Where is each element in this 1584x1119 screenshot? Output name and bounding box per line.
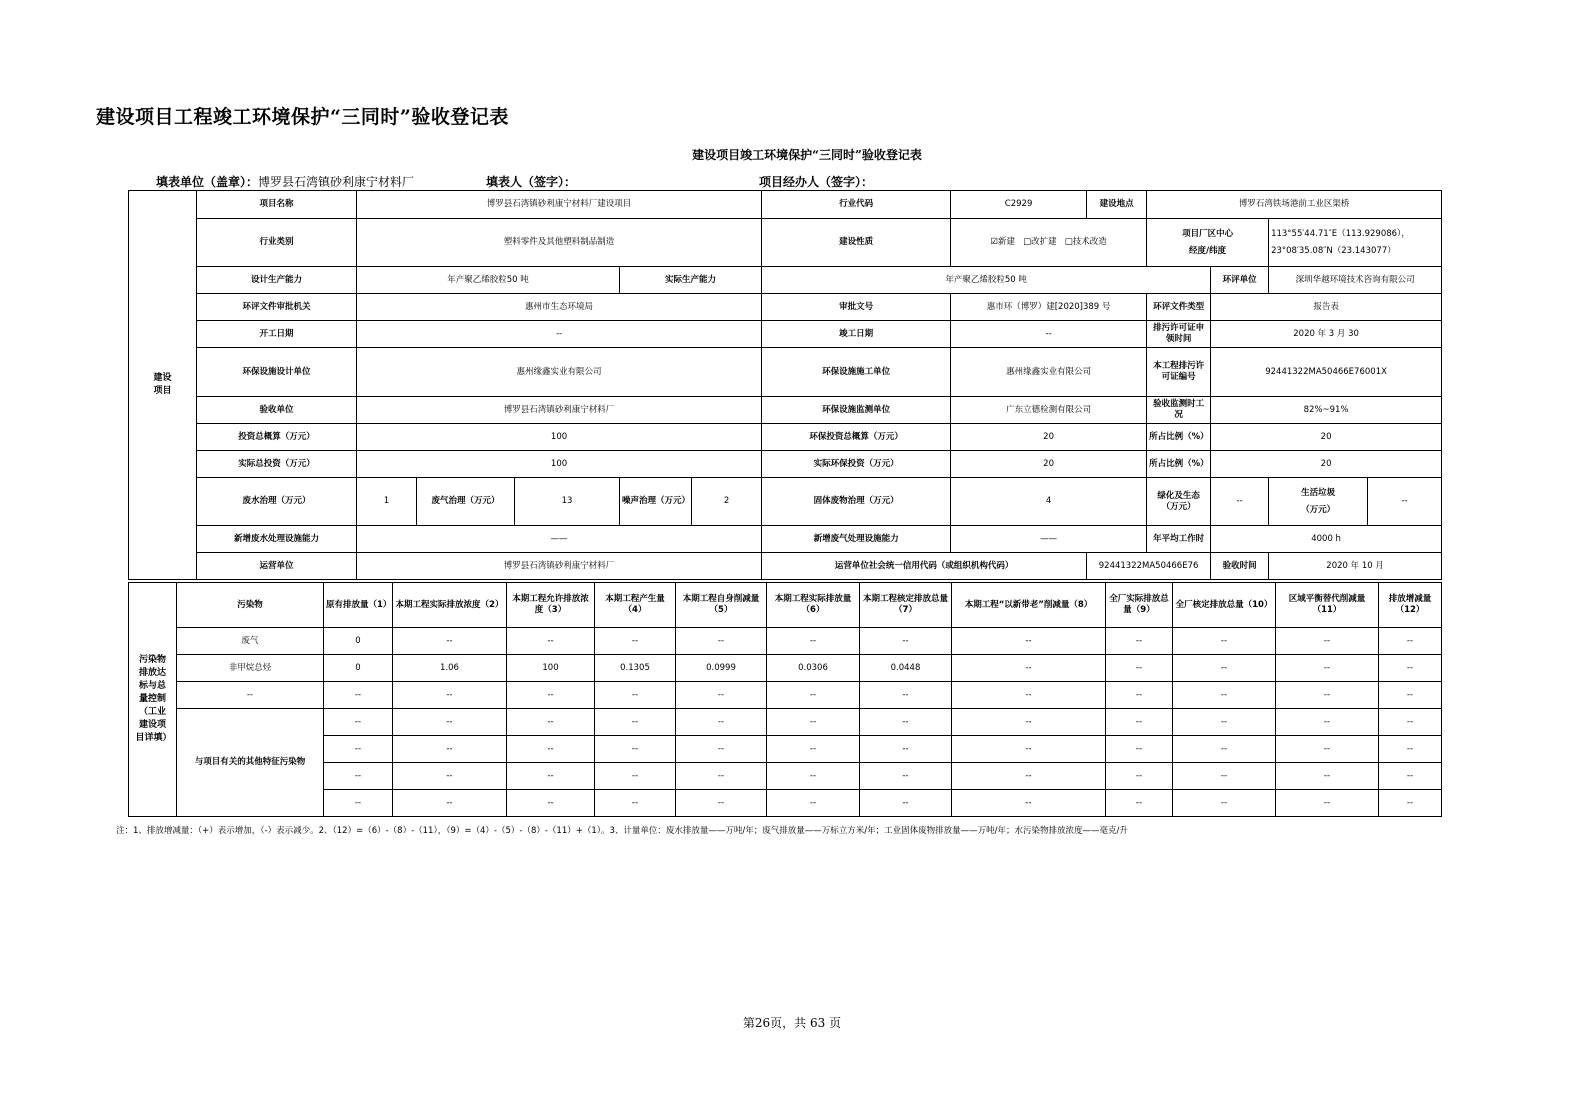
monitor-unit-label: 环保设施监测单位	[762, 397, 951, 424]
permit-date-label: 排污许可证申领时间	[1147, 321, 1211, 348]
work-time-value: 4000 h	[1211, 526, 1442, 553]
table-row	[129, 763, 1442, 790]
start-date-value: --	[357, 321, 762, 348]
credit-code-value: 92441322MA50466E76	[1087, 553, 1211, 580]
cell: --	[393, 736, 507, 763]
cell: --	[1173, 628, 1276, 655]
other-pollutants-label: 与项目有关的其他特征污染物	[177, 709, 324, 817]
cell: --	[952, 736, 1106, 763]
cell: --	[507, 682, 595, 709]
gas-value: 13	[515, 478, 620, 526]
cell: --	[393, 682, 507, 709]
cell: --	[177, 682, 324, 709]
col-header: 本期工程“以新带老”削减量（8）	[952, 583, 1106, 628]
cell: --	[676, 682, 767, 709]
cell: --	[393, 763, 507, 790]
env-design-value: 惠州缘鑫实业有限公司	[357, 348, 762, 397]
accept-time-label: 验收时间	[1211, 553, 1269, 580]
finish-date-value: --	[951, 321, 1147, 348]
permit-no-label: 本工程排污许可证编号	[1147, 348, 1211, 397]
industry-type-label: 行业类别	[197, 219, 357, 267]
section-pollutant-label: 污染物排放达标与总量控制（工业建设项目详填）	[135, 654, 172, 744]
cell: --	[1379, 790, 1442, 817]
cell: --	[1106, 709, 1173, 736]
cell: 0	[324, 655, 393, 682]
cell: --	[1379, 682, 1442, 709]
cell: --	[1276, 709, 1379, 736]
cell: --	[1276, 790, 1379, 817]
cell: --	[1173, 763, 1276, 790]
cell: --	[507, 628, 595, 655]
col-header: 本期工程核定排放总量（7）	[860, 583, 952, 628]
cell: --	[595, 709, 676, 736]
section-project-cell	[129, 191, 197, 580]
cell: --	[324, 790, 393, 817]
pollutant-table	[128, 582, 1442, 817]
col-header: 原有排放量（1）	[324, 583, 393, 628]
cell: --	[676, 709, 767, 736]
cell: --	[1276, 763, 1379, 790]
credit-code-label: 运营单位社会统一信用代码（或组织机构代码）	[762, 553, 1087, 580]
cell: --	[767, 763, 860, 790]
cell: --	[952, 682, 1106, 709]
cell: --	[595, 790, 676, 817]
industry-type-value: 塑料零件及其他塑料制品制造	[357, 219, 762, 267]
ratio-plan-label: 所占比例（%）	[1147, 424, 1211, 451]
green-value: --	[1211, 478, 1269, 526]
green-label: 绿化及生态（万元）	[1147, 478, 1211, 526]
actual-capacity-value: 年产聚乙烯胶粒50 吨	[762, 267, 1211, 294]
table-row	[129, 682, 1442, 709]
table-row	[129, 655, 1442, 682]
invest-plan-value: 100	[357, 424, 762, 451]
operator-value: 博罗县石湾镇砂利康宁材料厂	[357, 553, 762, 580]
noise-label: 噪声治理（万元）	[620, 478, 692, 526]
cell: 0.0306	[767, 655, 860, 682]
cell: --	[393, 790, 507, 817]
center-lat: 23°08′35.08″N（23.143077）	[1271, 245, 1396, 256]
center-coords	[1269, 219, 1442, 267]
water-value: 1	[357, 478, 417, 526]
ratio-actual-value: 20	[1211, 451, 1442, 478]
cell: --	[1173, 682, 1276, 709]
operator-label: 运营单位	[197, 553, 357, 580]
env-invest-plan-value: 20	[951, 424, 1147, 451]
cell: --	[676, 736, 767, 763]
form-title: 建设项目竣工环境保护“三同时”验收登记表	[692, 148, 922, 162]
permit-no-value: 92441322MA50466E76001X	[1211, 348, 1442, 397]
cell: --	[952, 655, 1106, 682]
col-header: 排放增减量（12）	[1379, 583, 1442, 628]
new-gas-label: 新增废气处理设施能力	[762, 526, 951, 553]
cell: --	[324, 763, 393, 790]
cell: --	[767, 628, 860, 655]
cell: 100	[507, 655, 595, 682]
eia-unit-label: 环评单位	[1211, 267, 1269, 294]
finish-date-label: 竣工日期	[762, 321, 951, 348]
nature-label: 建设性质	[762, 219, 951, 267]
location-value: 博罗石湾铁场港前工业区渠桥	[1147, 191, 1442, 219]
table-row	[129, 709, 1442, 736]
design-capacity-value: 年产聚乙烯胶粒50 吨	[357, 267, 620, 294]
monitor-unit-value: 广东立德检测有限公司	[951, 397, 1147, 424]
monitor-cond-value: 82%~91%	[1211, 397, 1442, 424]
solid-label: 固体废物治理（万元）	[762, 478, 951, 526]
accept-time-value: 2020 年 10 月	[1269, 553, 1442, 580]
cell: --	[1106, 790, 1173, 817]
cell: --	[676, 790, 767, 817]
eia-approval-label: 环评文件审批机关	[197, 294, 357, 321]
cell: --	[952, 628, 1106, 655]
start-date-label: 开工日期	[197, 321, 357, 348]
center-label-2: 经度/纬度	[1189, 245, 1227, 256]
col-header: 本期工程实际排放量（6）	[767, 583, 860, 628]
nature-new: ☑新建	[990, 237, 1015, 248]
nature-value	[951, 219, 1147, 267]
cell: --	[507, 790, 595, 817]
cell: --	[324, 682, 393, 709]
cell: --	[1276, 655, 1379, 682]
cell: --	[324, 709, 393, 736]
cell: --	[860, 736, 952, 763]
cell: --	[1173, 790, 1276, 817]
cell: --	[676, 763, 767, 790]
project-name-value: 博罗县石湾镇砂利康宁材料厂建设项目	[357, 191, 762, 219]
cell: --	[767, 682, 860, 709]
accept-unit-value: 博罗县石湾镇砂利康宁材料厂	[357, 397, 762, 424]
center-label	[1147, 219, 1269, 267]
cell: --	[1173, 655, 1276, 682]
cell: --	[595, 628, 676, 655]
cell: --	[507, 763, 595, 790]
approval-no-label: 审批文号	[762, 294, 951, 321]
life-value: --	[1368, 478, 1442, 526]
cell: --	[860, 682, 952, 709]
filler-signature-label: 填表人（签字）：	[486, 175, 577, 189]
accept-unit-label: 验收单位	[197, 397, 357, 424]
center-label-1: 项目厂区中心	[1182, 228, 1234, 239]
cell: --	[860, 628, 952, 655]
env-design-label: 环保设施设计单位	[197, 348, 357, 397]
cell: --	[1106, 628, 1173, 655]
permit-date-value: 2020 年 3 月 30	[1211, 321, 1442, 348]
cell: --	[952, 790, 1106, 817]
document-title: 建设项目工程竣工环境保护“三同时”验收登记表	[96, 106, 509, 128]
col-header: 本期工程允许排放浓度（3）	[507, 583, 595, 628]
cell: --	[767, 709, 860, 736]
invest-plan-label: 投资总概算（万元）	[197, 424, 357, 451]
col-header: 本期工程实际排放浓度（2）	[393, 583, 507, 628]
eia-approval-value: 惠州市生态环境局	[357, 294, 762, 321]
cell: --	[1106, 763, 1173, 790]
col-header: 全厂实际排放总量（9）	[1106, 583, 1173, 628]
fill-unit-value: 博罗县石湾镇砂利康宁材料厂	[258, 175, 415, 189]
industry-code-value: C2929	[951, 191, 1087, 219]
ratio-actual-label: 所占比例（%）	[1147, 451, 1211, 478]
cell: --	[676, 628, 767, 655]
project-name-label: 项目名称	[197, 191, 357, 219]
cell: --	[507, 709, 595, 736]
env-build-label: 环保设施施工单位	[762, 348, 951, 397]
approval-no-value: 惠市环（博罗）建[2020]389 号	[951, 294, 1147, 321]
cell: 0.0448	[860, 655, 952, 682]
life-label-1: 生活垃圾	[1301, 487, 1336, 498]
cell: --	[1276, 736, 1379, 763]
col-header: 本期工程产生量（4）	[595, 583, 676, 628]
cell: --	[393, 628, 507, 655]
life-label	[1269, 478, 1368, 526]
env-invest-actual-value: 20	[951, 451, 1147, 478]
manager-signature-label: 项目经办人（签字）：	[759, 175, 874, 189]
cell: 非甲烷总烃	[177, 655, 324, 682]
new-water-value: ——	[357, 526, 762, 553]
monitor-cond-label: 验收监测时工况	[1147, 397, 1211, 424]
industry-code-label: 行业代码	[762, 191, 951, 219]
section-pollutant-cell	[129, 583, 177, 817]
footnote: 注：1、排放增减量：（+）表示增加，（-）表示减少。2、（12）=（6）-（8）-（11），（9）=（4）-（5）-（8）-（11）+（1）。3、计量单位：废水排放量——万吨/年；废气排放量——万标立方米/年；工业固体废物排放量——万吨/年；水污染物排放浓度——毫克/升	[116, 826, 1128, 836]
cell: 0.1305	[595, 655, 676, 682]
cell: --	[860, 763, 952, 790]
env-invest-plan-label: 环保投资总概算（万元）	[762, 424, 951, 451]
cell: --	[860, 790, 952, 817]
cell: --	[1173, 736, 1276, 763]
cell: --	[1379, 736, 1442, 763]
table-row	[129, 736, 1442, 763]
col-header: 污染物	[177, 583, 324, 628]
cell: --	[1379, 763, 1442, 790]
solid-value: 4	[951, 478, 1147, 526]
cell: --	[595, 682, 676, 709]
cell: --	[952, 709, 1106, 736]
env-invest-actual-label: 实际环保投资（万元）	[762, 451, 951, 478]
cell: --	[767, 736, 860, 763]
cell: --	[1106, 655, 1173, 682]
cell: --	[324, 736, 393, 763]
cell: --	[1106, 736, 1173, 763]
project-info-table	[128, 190, 1442, 580]
cell: --	[595, 763, 676, 790]
cell: --	[860, 709, 952, 736]
cell: --	[1106, 682, 1173, 709]
page-number: 第26页，共 63 页	[742, 1016, 842, 1030]
cell: --	[1379, 709, 1442, 736]
cell: 0.0999	[676, 655, 767, 682]
section-project-label: 建设项目	[153, 372, 172, 396]
env-build-value: 惠州缘鑫实业有限公司	[951, 348, 1147, 397]
col-header: 区域平衡替代削减量（11）	[1276, 583, 1379, 628]
cell: --	[1379, 655, 1442, 682]
design-capacity-label: 设计生产能力	[197, 267, 357, 294]
eia-type-value: 报告表	[1211, 294, 1442, 321]
invest-actual-value: 100	[357, 451, 762, 478]
pollutant-header-row	[129, 583, 1442, 628]
fill-unit-label: 填表单位（盖章）：	[156, 175, 259, 189]
new-gas-value: ——	[951, 526, 1147, 553]
cell: 废气	[177, 628, 324, 655]
table-row	[129, 628, 1442, 655]
cell: --	[393, 709, 507, 736]
noise-value: 2	[692, 478, 762, 526]
fill-unit	[156, 173, 414, 190]
nature-expand: □改扩建	[1023, 237, 1057, 248]
water-label: 废水治理（万元）	[197, 478, 357, 526]
table-row	[129, 790, 1442, 817]
invest-actual-label: 实际总投资（万元）	[197, 451, 357, 478]
work-time-label: 年平均工作时	[1147, 526, 1211, 553]
cell: 0	[324, 628, 393, 655]
new-water-label: 新增废水处理设施能力	[197, 526, 357, 553]
cell: --	[1379, 628, 1442, 655]
location-label: 建设地点	[1087, 191, 1147, 219]
cell: --	[952, 763, 1106, 790]
col-header: 全厂核定排放总量（10）	[1173, 583, 1276, 628]
eia-type-label: 环评文件类型	[1147, 294, 1211, 321]
cell: --	[507, 736, 595, 763]
cell: --	[1173, 709, 1276, 736]
gas-label: 废气治理（万元）	[417, 478, 515, 526]
col-header: 本期工程自身削减量（5）	[676, 583, 767, 628]
cell: --	[1276, 682, 1379, 709]
cell: --	[767, 790, 860, 817]
life-label-2: （万元）	[1301, 504, 1336, 515]
cell: 1.06	[393, 655, 507, 682]
actual-capacity-label: 实际生产能力	[620, 267, 762, 294]
center-lon: 113°55′44.71″E（113.929086），	[1271, 228, 1410, 239]
cell: --	[595, 736, 676, 763]
nature-tech: □技术改造	[1064, 237, 1107, 248]
eia-unit-value: 深圳华越环境技术咨询有限公司	[1269, 267, 1442, 294]
ratio-plan-value: 20	[1211, 424, 1442, 451]
cell: --	[1276, 628, 1379, 655]
